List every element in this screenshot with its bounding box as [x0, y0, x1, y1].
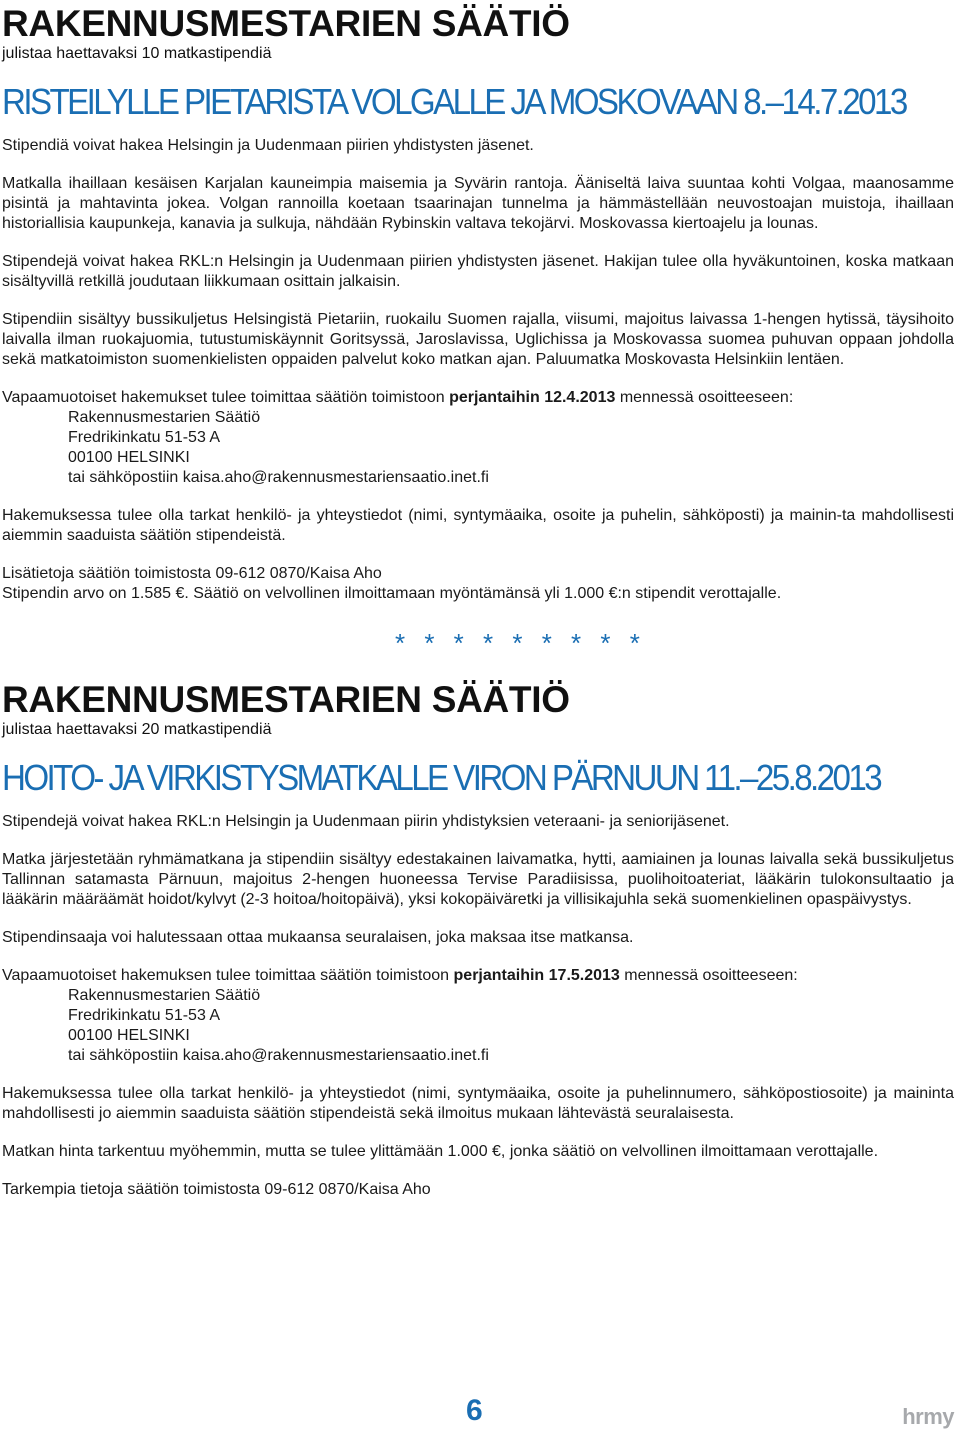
contact-line: Lisätietoja säätiön toimistosta 09-612 0870/Kaisa Aho — [2, 565, 382, 582]
paragraph: Matkan hinta tarkentuu myöhemmin, mutta se tulee ylittämään 1.000 €, jonka säätiö on velvollinen ilmoittamaan verottajalle. — [2, 1143, 879, 1160]
address-line: Fredrikinkatu 51-53 A — [68, 429, 221, 446]
announcement-2 — [2, 680, 954, 1200]
deadline-text: Vapaamuotoiset hakemuksen tulee toimittaa säätiön toimistoon — [2, 967, 454, 984]
address-line: 00100 HELSINKI — [68, 449, 190, 466]
announcement-subtitle: julistaa haettavaksi 10 matkastipendiä — [2, 45, 272, 62]
deadline-text: Vapaamuotoiset hakemukset tulee toimittaa säätiön toimistoon — [2, 389, 450, 406]
organization-heading: RAKENNUSMESTARIEN SÄÄTIÖ — [2, 3, 570, 44]
contact-line: Tarkempia tietoja säätiön toimistosta 09-612 0870/Kaisa Aho — [2, 1181, 431, 1198]
deadline-date: perjantaihin 12.4.2013 — [449, 389, 616, 406]
organization-heading: RAKENNUSMESTARIEN SÄÄTIÖ — [2, 679, 570, 720]
trip-title: HOITO- JA VIRKISTYSMATKALLE VIRON PÄRNUUN 11.–25.8.2013 — [2, 757, 881, 798]
document-page — [0, 4, 960, 1200]
trip-title: RISTEILYLLE PIETARISTA VOLGALLE JA MOSKOVAAN 8.–14.7.2013 — [2, 81, 906, 122]
address-block — [2, 986, 954, 1066]
announcement-subtitle: julistaa haettavaksi 20 matkastipendiä — [2, 721, 272, 738]
address-line: Rakennusmestarien Säätiö — [68, 987, 261, 1004]
address-block — [2, 408, 954, 488]
address-line: 00100 HELSINKI — [68, 1027, 190, 1044]
paragraph: Stipendinsaaja voi halutessaan ottaa mukaansa seuralaisen, joka maksaa itse matkansa. — [2, 929, 634, 946]
deadline-paragraph — [2, 388, 954, 408]
deadline-paragraph — [2, 966, 954, 986]
paragraph: Hakemuksessa tulee olla tarkat henkilö- ja yhteystiedot (nimi, syntymäaika, osoite ja puhelinnumero, sähköpostiosoite) ja maininta mahdollisesti jo aiemmin saaduista säätiön stipendeistä sekä ilmoitus mukaan lähtevästä seuralaisesta. — [2, 1085, 954, 1122]
deadline-date: perjantaihin 17.5.2013 — [453, 967, 620, 984]
announcement-1 — [2, 4, 954, 604]
paragraph: Stipendiä voivat hakea Helsingin ja Uudenmaan piirien yhdistysten jäsenet. — [2, 137, 534, 154]
paragraph: Stipendejä voivat hakea RKL:n Helsingin ja Uudenmaan piirin yhdistyksien veteraani- ja seniorijäsenet. — [2, 813, 730, 830]
paragraph: Stipendiin sisältyy bussikuljetus Helsingistä Pietariin, ruokailu Suomen rajalla, viisumi, majoitus laivassa 1-hengen hytissä, täysihoito laivalla ilman ruokajuomia, tutustumiskäynnit Goritsyssä, Jaroslavissa, Uglichissa ja Moskovassa suomea puhuvan oppaan johdolla sekä matkatoimiston suomenkielisten oppaiden palvelut koko matkan ajan. Paluumatka Moskovasta Helsinkiin lentäen. — [2, 311, 954, 368]
address-line: Fredrikinkatu 51-53 A — [68, 1007, 221, 1024]
email-line: tai sähköpostiin kaisa.aho@rakennusmestariensaatio.inet.fi — [68, 469, 489, 486]
paragraph: Hakemuksessa tulee olla tarkat henkilö- ja yhteystiedot (nimi, syntymäaika, osoite ja puhelin, sähköposti) ja mainin-ta mahdollisesti aiemmin saaduista säätiön stipendeistä. — [2, 507, 954, 544]
paragraph: Matka järjestetään ryhmämatkana ja stipendiin sisältyy edestakainen laivamatka, hytti, aamiainen ja lounas laivalla sekä bussikuljetus Tallinnan satamasta Pärnuun, majoitus 2-hengen huoneessa Tervise Paradiisissa, puolihoitoateriat, lääkärin tulokonsultaatio ja lääkärin määräämät hoidot/kylvyt (2-3 hoitoa/hoitopäivä), yksi kokopäiväretki ja villisikajuhla sekä suomenkielinen opaspäivystys. — [2, 851, 954, 908]
deadline-text: mennessä osoitteeseen: — [619, 967, 798, 984]
deadline-text: mennessä osoitteeseen: — [615, 389, 794, 406]
stipend-value-line: Stipendin arvo on 1.585 €. Säätiö on velvollinen ilmoittamaan myöntämänsä yli 1.000 €:n stipendit verottajalle. — [2, 585, 782, 602]
magazine-logo: hrmy — [902, 1404, 954, 1429]
email-line: tai sähköpostiin kaisa.aho@rakennusmestariensaatio.inet.fi — [68, 1047, 489, 1064]
section-divider: * * * * * * * * * — [395, 628, 646, 658]
paragraph: Stipendejä voivat hakea RKL:n Helsingin ja Uudenmaan piirien yhdistysten jäsenet. Hakijan tulee olla hyväkuntoinen, koska matkaan sisältyvillä retkillä joudutaan liikkumaan osittain jalkaisin. — [2, 253, 954, 290]
address-line: Rakennusmestarien Säätiö — [68, 409, 261, 426]
page-number: 6 — [466, 1394, 483, 1427]
paragraph: Matkalla ihaillaan kesäisen Karjalan kauneimpia maisemia ja Syvärin rantoja. Ääniseltä laiva suuntaa kohti Volgaa, maanosamme pisintä ja mahtavinta jokea. Volgan rannoilla koetaan tsaarinajan tunnelma ja hämmästellään neuvostoajan muistoja, ihaillaan historiallisia kaupunkeja, kanavia ja sulkuja, nähdään Rybinskin valtava tekojärvi. Moskovassa kiertoajelu ja lounas. — [2, 175, 954, 232]
